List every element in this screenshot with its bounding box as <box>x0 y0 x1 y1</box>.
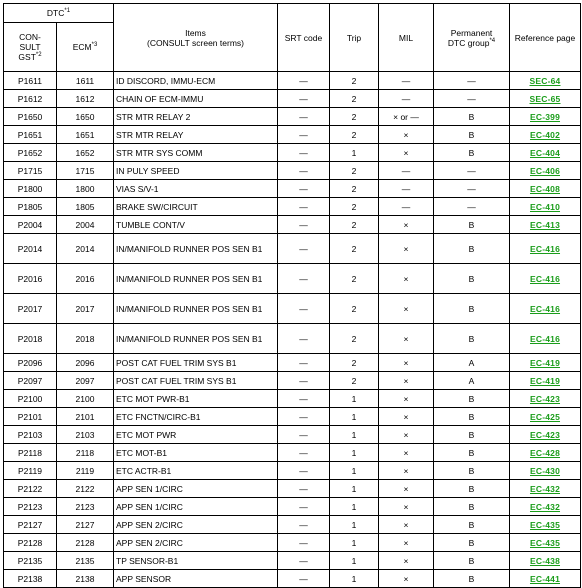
consult-code: P1612 <box>4 90 57 108</box>
reference-cell <box>510 126 581 144</box>
reference-cell <box>510 516 581 534</box>
srt-code: — <box>278 216 330 234</box>
permanent-dtc-group: — <box>434 90 510 108</box>
trip-count: 2 <box>330 90 379 108</box>
reference-cell <box>510 294 581 324</box>
srt-code: — <box>278 354 330 372</box>
trip-count: 1 <box>330 144 379 162</box>
items-header: Items (CONSULT screen terms) <box>114 4 278 72</box>
ecm-code: 2127 <box>57 516 114 534</box>
trip-count: 1 <box>330 390 379 408</box>
consult-code: P2118 <box>4 444 57 462</box>
srt-code: — <box>278 162 330 180</box>
consult-code: P2122 <box>4 480 57 498</box>
reference-page-link[interactable]: SEC-64 <box>529 75 561 86</box>
item-name: ID DISCORD, IMMU-ECM <box>114 72 278 90</box>
mil-status: × <box>379 264 434 294</box>
table-row <box>4 324 581 354</box>
trip-header: Trip <box>330 4 379 72</box>
permanent-dtc-group: — <box>434 198 510 216</box>
reference-cell <box>510 552 581 570</box>
item-name: IN/MANIFOLD RUNNER POS SEN B1 <box>114 264 278 294</box>
ecm-code: 1805 <box>57 198 114 216</box>
mil-status: × <box>379 234 434 264</box>
table-row <box>4 72 581 90</box>
mil-status: × <box>379 390 434 408</box>
trip-count: 2 <box>330 216 379 234</box>
mil-status: × <box>379 462 434 480</box>
reference-page-link[interactable]: EC-419 <box>529 357 561 368</box>
trip-count: 2 <box>330 126 379 144</box>
reference-cell <box>510 408 581 426</box>
trip-count: 2 <box>330 264 379 294</box>
srt-code: — <box>278 324 330 354</box>
srt-code: — <box>278 180 330 198</box>
trip-count: 1 <box>330 570 379 588</box>
reference-page-link[interactable]: EC-430 <box>529 465 561 476</box>
trip-count: 2 <box>330 354 379 372</box>
ecm-code: 2103 <box>57 426 114 444</box>
mil-status: × <box>379 294 434 324</box>
permanent-dtc-group: B <box>434 444 510 462</box>
mil-status: × <box>379 354 434 372</box>
consult-code: P2101 <box>4 408 57 426</box>
table-row <box>4 354 581 372</box>
table-row <box>4 180 581 198</box>
srt-code: — <box>278 108 330 126</box>
reference-cell <box>510 144 581 162</box>
item-name: ETC MOT PWR <box>114 426 278 444</box>
consult-code: P1650 <box>4 108 57 126</box>
reference-page-link[interactable]: EC-410 <box>529 201 561 212</box>
item-name: IN/MANIFOLD RUNNER POS SEN B1 <box>114 294 278 324</box>
trip-count: 1 <box>330 426 379 444</box>
item-name: TP SENSOR-B1 <box>114 552 278 570</box>
permanent-dtc-group: B <box>434 264 510 294</box>
item-name: STR MTR SYS COMM <box>114 144 278 162</box>
ecm-code: 2119 <box>57 462 114 480</box>
permanent-dtc-group: B <box>434 426 510 444</box>
reference-cell <box>510 570 581 588</box>
item-name: ETC MOT PWR-B1 <box>114 390 278 408</box>
trip-count: 2 <box>330 234 379 264</box>
reference-page-link[interactable]: EC-413 <box>529 219 561 230</box>
item-name: STR MTR RELAY 2 <box>114 108 278 126</box>
table-row <box>4 426 581 444</box>
consult-gst-header: CON- SULT GST$^{*2}$ <box>4 23 57 72</box>
mil-status: × <box>379 480 434 498</box>
mil-status: × <box>379 444 434 462</box>
reference-page-link[interactable]: SEC-65 <box>529 93 561 104</box>
permanent-dtc-group: B <box>434 324 510 354</box>
trip-count: 2 <box>330 294 379 324</box>
ecm-code: 2004 <box>57 216 114 234</box>
srt-code: — <box>278 72 330 90</box>
srt-code: — <box>278 144 330 162</box>
mil-status: — <box>379 198 434 216</box>
table-row <box>4 198 581 216</box>
permanent-dtc-group: B <box>434 462 510 480</box>
reference-cell <box>510 354 581 372</box>
reference-cell <box>510 108 581 126</box>
table-row <box>4 534 581 552</box>
consult-code: P2119 <box>4 462 57 480</box>
reference-page-link[interactable]: EC-406 <box>529 165 561 176</box>
mil-status: × <box>379 570 434 588</box>
reference-cell <box>510 162 581 180</box>
mil-status: × or — <box>379 108 434 126</box>
trip-count: 1 <box>330 534 379 552</box>
srt-code: — <box>278 426 330 444</box>
permanent-dtc-group: B <box>434 390 510 408</box>
trip-count: 2 <box>330 372 379 390</box>
item-name: STR MTR RELAY <box>114 126 278 144</box>
ecm-code: 2096 <box>57 354 114 372</box>
table-row <box>4 264 581 294</box>
permanent-dtc-group: — <box>434 162 510 180</box>
item-name: ETC ACTR-B1 <box>114 462 278 480</box>
ecm-header: ECM$^{*3}$ <box>57 23 114 72</box>
consult-code: P1651 <box>4 126 57 144</box>
mil-status: — <box>379 162 434 180</box>
reference-cell <box>510 498 581 516</box>
ecm-code: 2100 <box>57 390 114 408</box>
dtc-header: DTC$^{*1}$ <box>4 4 114 23</box>
item-name: APP SENSOR <box>114 570 278 588</box>
item-name: IN/MANIFOLD RUNNER POS SEN B1 <box>114 234 278 264</box>
trip-count: 2 <box>330 324 379 354</box>
reference-page-link[interactable]: EC-425 <box>529 411 561 422</box>
table-row <box>4 390 581 408</box>
reference-page-link[interactable]: EC-438 <box>529 555 561 566</box>
table-row <box>4 480 581 498</box>
table-row <box>4 144 581 162</box>
srt-code: — <box>278 480 330 498</box>
reference-page-link[interactable]: EC-402 <box>529 129 561 140</box>
permanent-dtc-group: — <box>434 72 510 90</box>
reference-cell <box>510 180 581 198</box>
mil-header: MIL <box>379 4 434 72</box>
trip-count: 1 <box>330 498 379 516</box>
reference-page-link[interactable]: EC-419 <box>529 375 561 386</box>
consult-code: P2014 <box>4 234 57 264</box>
consult-code: P1800 <box>4 180 57 198</box>
mil-status: — <box>379 180 434 198</box>
reference-cell <box>510 390 581 408</box>
trip-count: 1 <box>330 480 379 498</box>
table-row <box>4 216 581 234</box>
reference-page-link[interactable]: EC-435 <box>529 519 561 530</box>
permanent-dtc-group: B <box>434 552 510 570</box>
ecm-code: 2128 <box>57 534 114 552</box>
srt-code: — <box>278 126 330 144</box>
srt-code: — <box>278 534 330 552</box>
permanent-dtc-group-header: Permanent DTC group$^{*4}$ <box>434 4 510 72</box>
consult-code: P1715 <box>4 162 57 180</box>
srt-code: — <box>278 552 330 570</box>
reference-cell <box>510 90 581 108</box>
permanent-dtc-group: B <box>434 516 510 534</box>
consult-code: P2123 <box>4 498 57 516</box>
trip-count: 2 <box>330 72 379 90</box>
trip-count: 1 <box>330 552 379 570</box>
srt-code: — <box>278 516 330 534</box>
trip-count: 1 <box>330 444 379 462</box>
srt-code: — <box>278 498 330 516</box>
mil-status: — <box>379 72 434 90</box>
reference-cell <box>510 72 581 90</box>
reference-cell <box>510 264 581 294</box>
item-name: ETC FNCTN/CIRC-B1 <box>114 408 278 426</box>
ecm-code: 2118 <box>57 444 114 462</box>
trip-count: 2 <box>330 180 379 198</box>
item-name: APP SEN 1/CIRC <box>114 480 278 498</box>
permanent-dtc-group: B <box>434 144 510 162</box>
ecm-code: 1651 <box>57 126 114 144</box>
srt-code: — <box>278 294 330 324</box>
item-name: IN/MANIFOLD RUNNER POS SEN B1 <box>114 324 278 354</box>
mil-status: × <box>379 498 434 516</box>
table-row <box>4 294 581 324</box>
item-name: VIAS S/V-1 <box>114 180 278 198</box>
reference-page-link[interactable]: EC-423 <box>529 429 561 440</box>
item-name: POST CAT FUEL TRIM SYS B1 <box>114 372 278 390</box>
mil-status: × <box>379 408 434 426</box>
table-row <box>4 462 581 480</box>
reference-page-link[interactable]: EC-404 <box>529 147 561 158</box>
table-row <box>4 516 581 534</box>
trip-count: 1 <box>330 516 379 534</box>
srt-code: — <box>278 372 330 390</box>
table-row <box>4 162 581 180</box>
reference-page-link[interactable]: EC-416 <box>529 273 561 284</box>
consult-code: P2100 <box>4 390 57 408</box>
reference-cell <box>510 324 581 354</box>
ecm-code: 2101 <box>57 408 114 426</box>
reference-page-link[interactable]: EC-441 <box>529 573 561 584</box>
table-row <box>4 444 581 462</box>
trip-count: 2 <box>330 198 379 216</box>
item-name: BRAKE SW/CIRCUIT <box>114 198 278 216</box>
table-row <box>4 90 581 108</box>
consult-code: P2138 <box>4 570 57 588</box>
table-row <box>4 234 581 264</box>
consult-code: P1805 <box>4 198 57 216</box>
permanent-dtc-group: — <box>434 180 510 198</box>
srt-code: — <box>278 408 330 426</box>
srt-code: — <box>278 198 330 216</box>
permanent-dtc-group: A <box>434 354 510 372</box>
table-row <box>4 552 581 570</box>
permanent-dtc-group: B <box>434 408 510 426</box>
item-name: IN PULY SPEED <box>114 162 278 180</box>
ecm-code: 1612 <box>57 90 114 108</box>
item-name: APP SEN 2/CIRC <box>114 534 278 552</box>
mil-status: — <box>379 90 434 108</box>
reference-cell <box>510 426 581 444</box>
ecm-code: 2016 <box>57 264 114 294</box>
reference-page-link[interactable]: EC-432 <box>529 501 561 512</box>
reference-cell <box>510 234 581 264</box>
ecm-code: 2123 <box>57 498 114 516</box>
table-row <box>4 408 581 426</box>
table-row <box>4 570 581 588</box>
permanent-dtc-group: B <box>434 126 510 144</box>
reference-page-link[interactable]: EC-408 <box>529 183 561 194</box>
mil-status: × <box>379 552 434 570</box>
ecm-code: 2097 <box>57 372 114 390</box>
ecm-code: 1650 <box>57 108 114 126</box>
reference-page-link[interactable]: EC-435 <box>529 537 561 548</box>
reference-page-link[interactable]: EC-432 <box>529 483 561 494</box>
ecm-code: 2014 <box>57 234 114 264</box>
table-row <box>4 372 581 390</box>
dtc-table <box>3 3 581 588</box>
consult-code: P1652 <box>4 144 57 162</box>
ecm-code: 2017 <box>57 294 114 324</box>
table-row <box>4 126 581 144</box>
trip-count: 2 <box>330 108 379 126</box>
trip-count: 2 <box>330 162 379 180</box>
reference-cell <box>510 216 581 234</box>
ecm-code: 1715 <box>57 162 114 180</box>
consult-code: P2135 <box>4 552 57 570</box>
item-name: POST CAT FUEL TRIM SYS B1 <box>114 354 278 372</box>
permanent-dtc-group: B <box>434 498 510 516</box>
reference-page-link[interactable]: EC-416 <box>529 243 561 254</box>
trip-count: 1 <box>330 462 379 480</box>
permanent-dtc-group: B <box>434 294 510 324</box>
consult-code: P2103 <box>4 426 57 444</box>
srt-code: — <box>278 264 330 294</box>
reference-cell <box>510 444 581 462</box>
consult-code: P2097 <box>4 372 57 390</box>
consult-code: P2128 <box>4 534 57 552</box>
permanent-dtc-group: A <box>434 372 510 390</box>
permanent-dtc-group: B <box>434 108 510 126</box>
reference-cell <box>510 462 581 480</box>
consult-code: P1611 <box>4 72 57 90</box>
ecm-code: 2135 <box>57 552 114 570</box>
permanent-dtc-group: B <box>434 216 510 234</box>
ecm-code: 1611 <box>57 72 114 90</box>
srt-code: — <box>278 90 330 108</box>
reference-page-header: Reference page <box>510 4 581 72</box>
trip-count: 1 <box>330 408 379 426</box>
item-name: APP SEN 2/CIRC <box>114 516 278 534</box>
item-name: TUMBLE CONT/V <box>114 216 278 234</box>
reference-page-link[interactable]: EC-416 <box>529 333 561 344</box>
dtc-table-body <box>4 72 581 588</box>
consult-code: P2017 <box>4 294 57 324</box>
permanent-dtc-group: B <box>434 234 510 264</box>
permanent-dtc-group: B <box>434 570 510 588</box>
reference-cell <box>510 198 581 216</box>
ecm-code: 2018 <box>57 324 114 354</box>
mil-status: × <box>379 372 434 390</box>
mil-status: × <box>379 216 434 234</box>
mil-status: × <box>379 126 434 144</box>
ecm-code: 1800 <box>57 180 114 198</box>
srt-code: — <box>278 462 330 480</box>
srt-code: — <box>278 390 330 408</box>
table-row <box>4 498 581 516</box>
ecm-code: 2122 <box>57 480 114 498</box>
consult-code: P2127 <box>4 516 57 534</box>
consult-code: P2096 <box>4 354 57 372</box>
table-row <box>4 108 581 126</box>
ecm-code: 1652 <box>57 144 114 162</box>
consult-code: P2018 <box>4 324 57 354</box>
reference-page-link[interactable]: EC-416 <box>529 303 561 314</box>
permanent-dtc-group: B <box>434 534 510 552</box>
ecm-code: 2138 <box>57 570 114 588</box>
srt-code: — <box>278 444 330 462</box>
item-name: CHAIN OF ECM-IMMU <box>114 90 278 108</box>
mil-status: × <box>379 516 434 534</box>
srt-code: — <box>278 234 330 264</box>
mil-status: × <box>379 426 434 444</box>
srt-code: — <box>278 570 330 588</box>
permanent-dtc-group: B <box>434 480 510 498</box>
reference-page-link[interactable]: EC-399 <box>529 111 561 122</box>
reference-cell <box>510 480 581 498</box>
reference-cell <box>510 534 581 552</box>
consult-code: P2016 <box>4 264 57 294</box>
reference-page-link[interactable]: EC-423 <box>529 393 561 404</box>
reference-page-link[interactable]: EC-428 <box>529 447 561 458</box>
reference-cell <box>510 372 581 390</box>
item-name: APP SEN 1/CIRC <box>114 498 278 516</box>
consult-code: P2004 <box>4 216 57 234</box>
item-name: ETC MOT-B1 <box>114 444 278 462</box>
srt-header: SRT code <box>278 4 330 72</box>
mil-status: × <box>379 534 434 552</box>
mil-status: × <box>379 144 434 162</box>
mil-status: × <box>379 324 434 354</box>
